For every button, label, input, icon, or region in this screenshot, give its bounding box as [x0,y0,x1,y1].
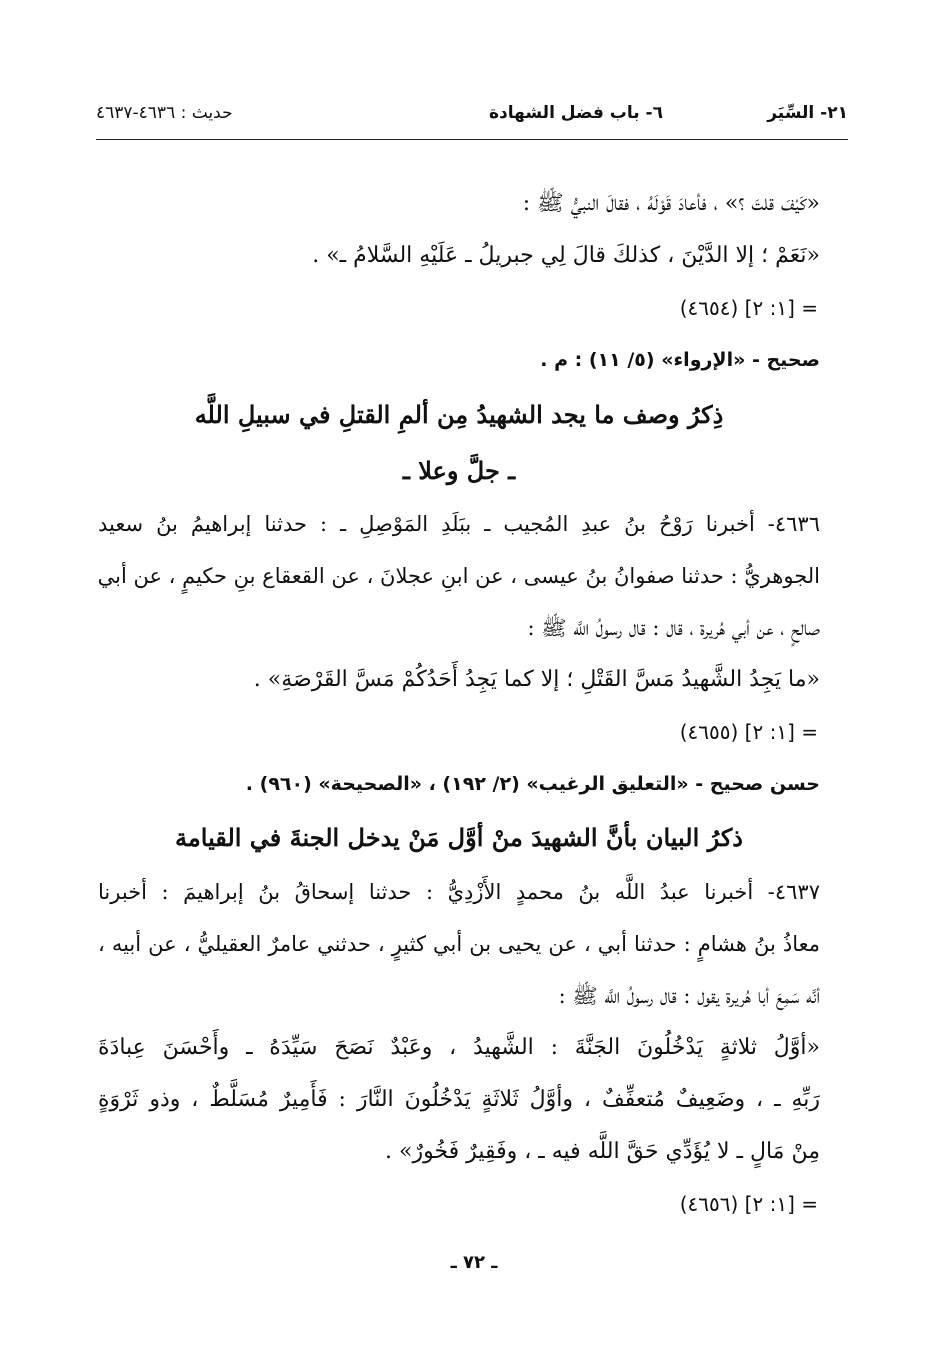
hadith-text-line: «أوَّلُ ثلاثةٍ يَدْخُلُونَ الجَنَّةَ : الشَّهيدُ ، وعَبْدٌ نَصَحَ سَيِّدَهُ ـ وأَحْسَنَ عِبادَةَ [98,1035,820,1060]
hadith-text-line: «نَعَمْ ؛ إلا الدَّيْنَ ، كذلكَ قالَ لِي جبريلُ ـ عَلَيْهِ السَّلامُ ـ» . [312,243,820,268]
hadith-reference: = [١: ٢] (٤٦٥٥) [679,720,818,744]
header-rule [96,139,848,140]
isnad-line: أنَّه سَمِعَ أبا هُريرة يقول : قال رسولُ اللَّه ﷺ : [558,984,820,1008]
page-number: ـ ٧٢ ـ [450,1252,498,1273]
grading-line: صحيح - «الإرواء» (٥/ ١١) : م . [540,349,820,371]
isnad-line: ٤٦٣٦- أخبرنا رَوْحُ بنُ عبدِ المُجيب ـ ببَلَدِ المَوْصِلِ ـ : حدثنا إبراهيمُ بنُ سعيد [98,512,820,536]
running-header [96,103,848,133]
chapter-heading: ذِكرُ وصف ما يجد الشهيدُ مِن ألمِ القتلِ في سبيلِ اللَّه [194,400,724,429]
hadith-text-line: «كَيْفَ قلتَ ؟» ، فأعادَ قَوْلَهُ ، فقالَ النبيُّ ﷺ : [522,191,820,216]
isnad-line: الجوهريُّ : حدثنا صفوانُ بنُ عيسى ، عن ابنِ عجلانَ ، عن القعقاع بنِ حكيمٍ ، عن أبي [97,564,820,588]
hadith-text-line: «ما يَجِدُ الشَّهيدُ مَسَّ القَتْلِ ؛ إلا كما يَجِدُ أَحَدُكُمْ مَسَّ القَرْصَةِ» . [253,667,820,692]
hadith-reference: = [١: ٢] (٤٦٥٦) [679,1192,818,1216]
hadith-range: حديث : ٤٦٣٦-٤٦٣٧ [96,103,233,123]
grading-line: حسن صحيح - «التعليق الرغيب» (٢/ ١٩٢) ، «الصحيحة» (٩٦٠) . [245,773,820,795]
chapter-heading: ذكرُ البيان بأنَّ الشهيدَ منْ أوَّل مَنْ يدخل الجنةَ في القيامة [175,823,743,852]
isnad-line: ٤٦٣٧- أخبرنا عبدُ اللَّه بنُ محمدٍ الأَزْدِيُّ : حدثنا إسحاقُ بنُ إبراهيمَ : أخبرنا [98,880,820,904]
chapter-heading-continued: ـ جلَّ وعلا ـ [402,456,516,485]
hadith-reference: = [١: ٢] (٤٦٥٤) [679,296,818,320]
isnad-line: معاذُ بنُ هشامٍ : حدثنا أبي ، عن يحيى بن أبي كثيرٍ ، حدثني عامرٌ العقيليُّ ، عن أبيه ، [98,932,820,956]
isnad-line: صالحٍ ، عن أبي هُريرة ، قال : قال رسولُ اللَّه ﷺ : [527,616,820,640]
page-body [98,178,820,1230]
section-title: ٦- باب فضل الشهادة [489,103,663,123]
chapter-title: ٢١- السِّيَر [767,103,848,123]
hadith-text-line: رَبِّهِ ـ ، وضَعِيفٌ مُتعفِّفٌ ، وأوَّلُ ثَلاثَةٍ يَدْخُلُونَ النَّارَ : فَأَمِيرٌ مُسَلَّطٌ ، وذو ثَرْوَةٍ [98,1087,820,1112]
hadith-text-line: مِنْ مَالٍ ـ لا يُؤَدِّي حَقَّ اللَّه فيه ـ ، وفَقِيرٌ فَخُورٌ» . [385,1139,820,1164]
